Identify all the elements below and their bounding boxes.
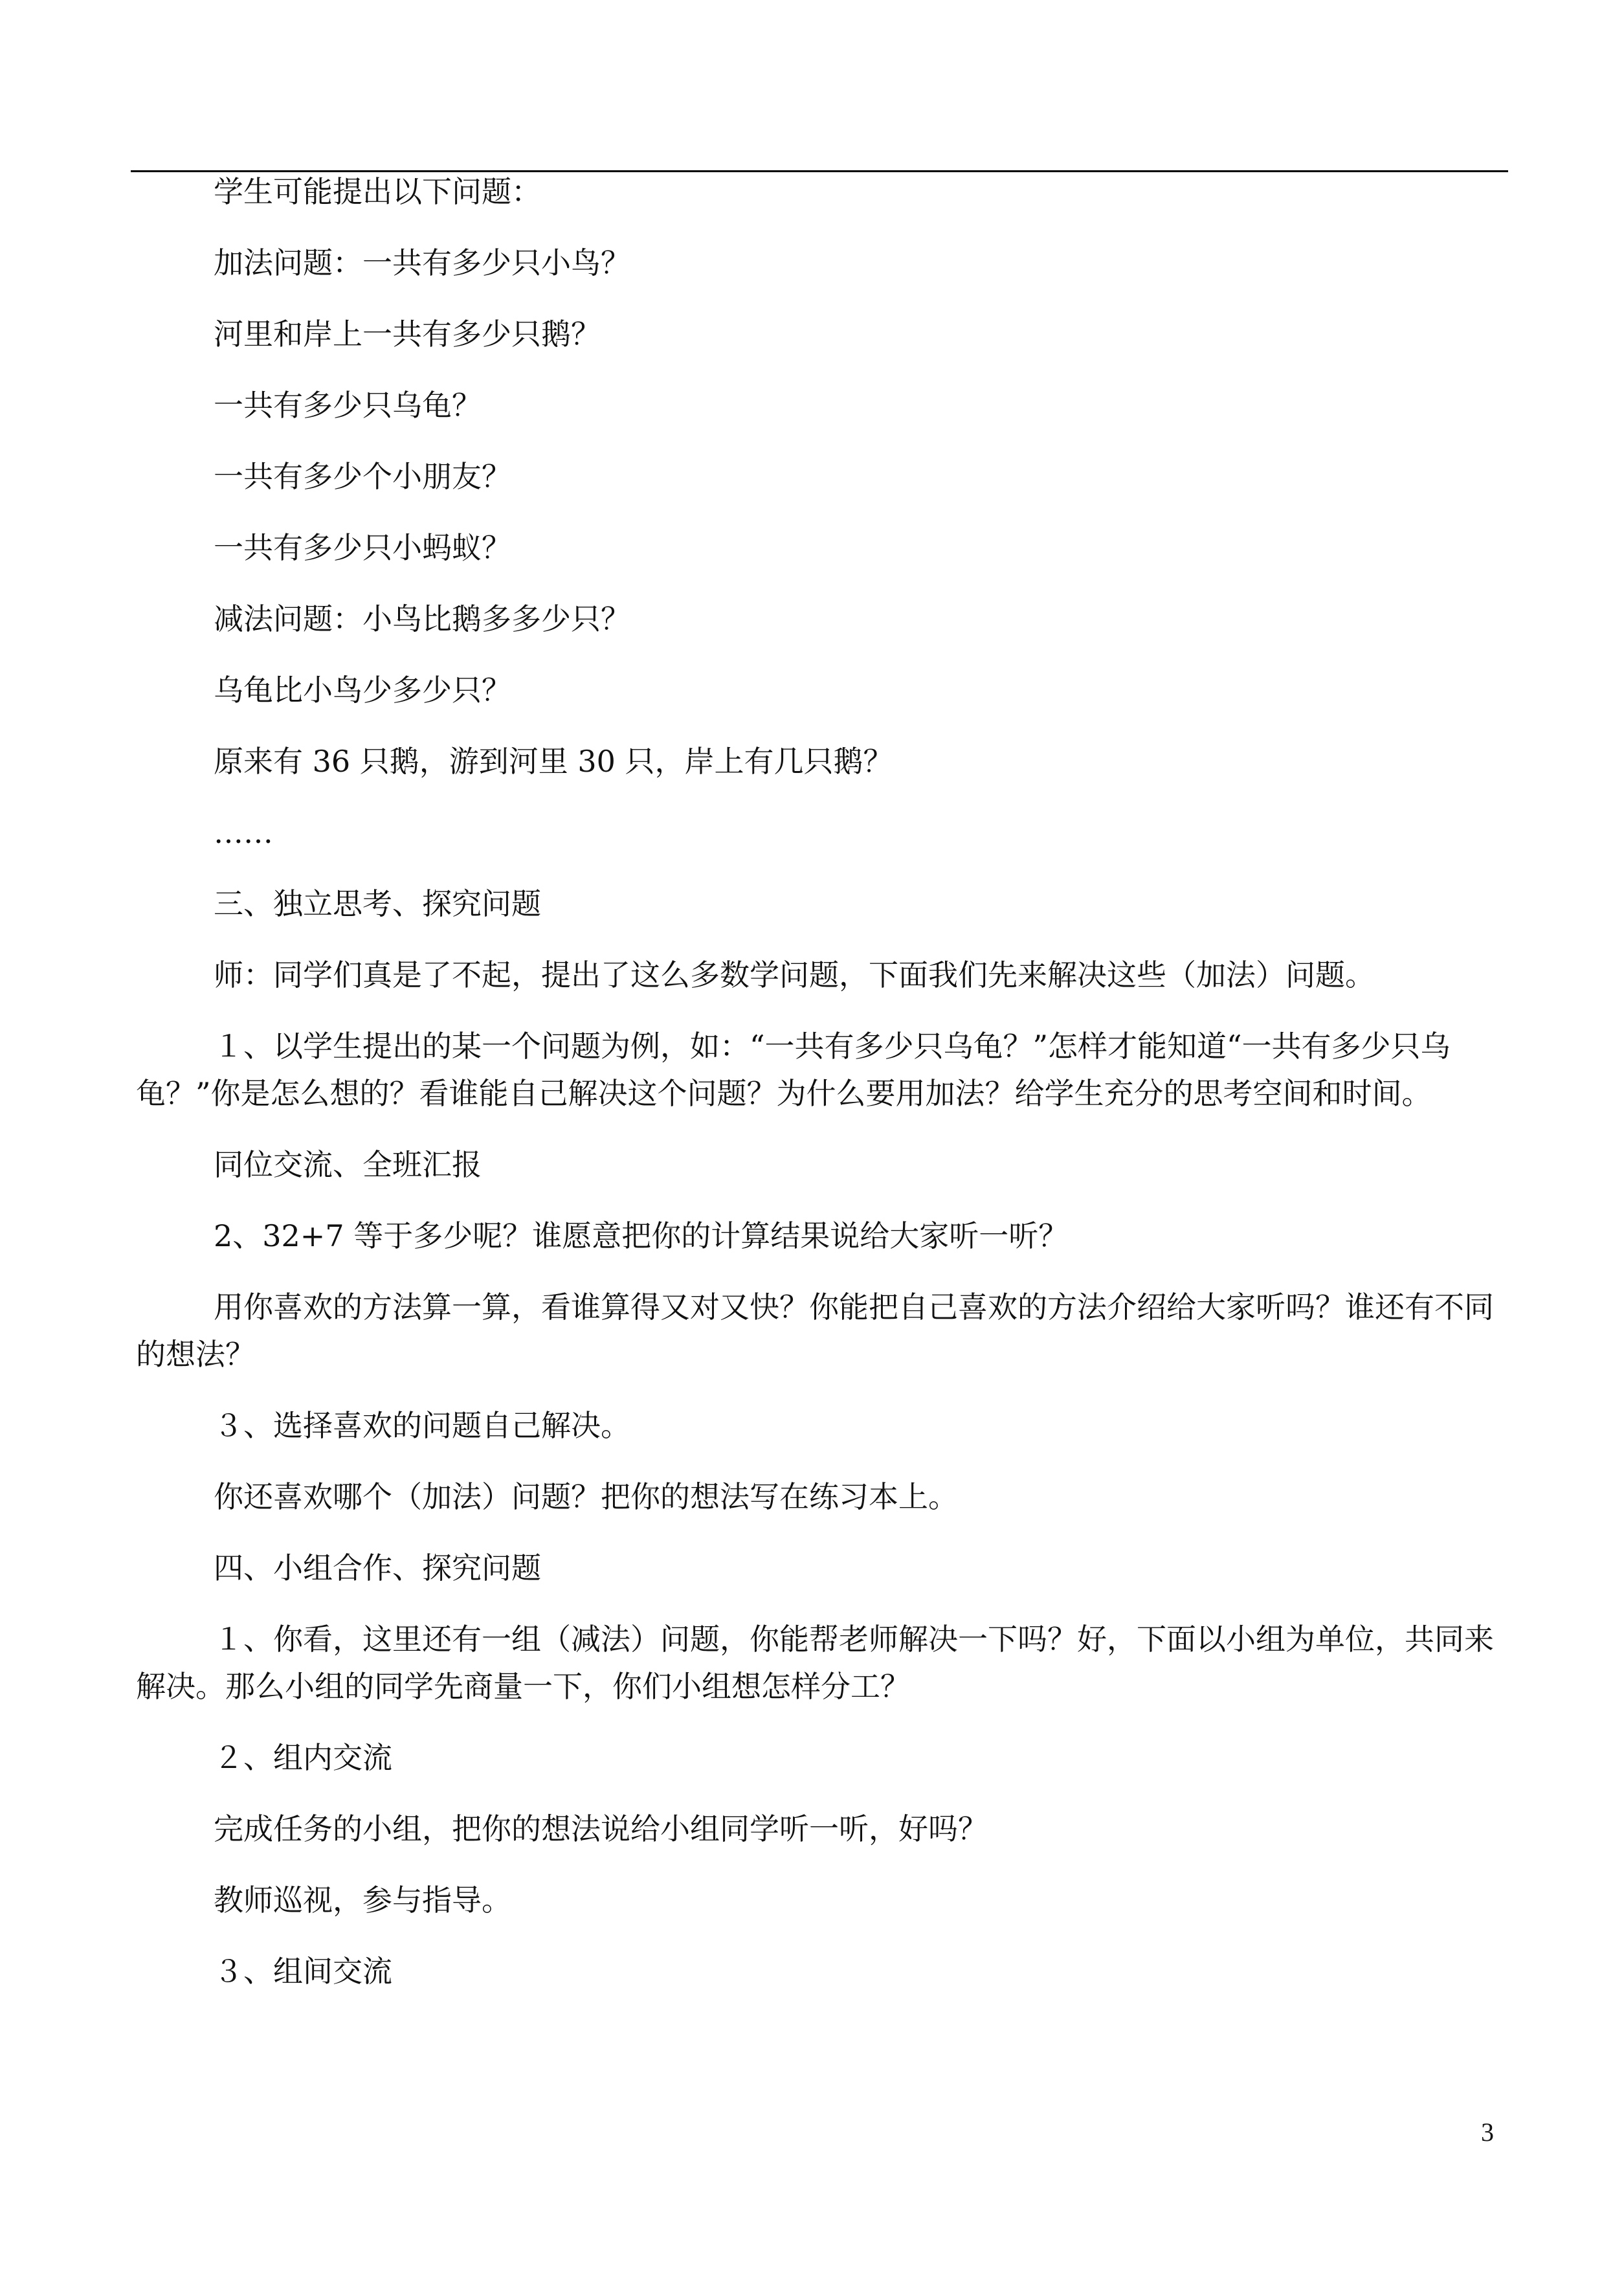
paragraph: 同位交流、全班汇报 — [214, 1147, 482, 1182]
paragraph: 原来有 36 只鹅，游到河里 30 只，岸上有几只鹅？ — [214, 744, 893, 779]
paragraph: 河里和岸上一共有多少只鹅？ — [214, 317, 601, 352]
paragraph: １、以学生提出的某一个问题为例，如：“一共有多少只乌龟？”怎样才能知道“一共有多少只乌龟？”你是怎么想的？看谁能自己解决这个问题？为什么要用加法？给学生充分的思考空间和时间。 — [136, 1029, 1451, 1111]
ellipsis: …… — [214, 815, 273, 850]
paragraph: 你还喜欢哪个（加法）问题？把你的想法写在练习本上。 — [214, 1479, 958, 1514]
page-number: 3 — [1481, 2118, 1494, 2147]
paragraph: 一共有多少个小朋友？ — [214, 459, 511, 494]
paragraph: 加法问题：一共有多少只小鸟？ — [214, 245, 630, 280]
paragraph: 师：同学们真是了不起，提出了这么多数学问题，下面我们先来解决这些（加法）问题。 — [214, 957, 1375, 992]
paragraph: 学生可能提出以下问题： — [214, 174, 541, 209]
paragraph: １、你看，这里还有一组（减法）问题，你能帮老师解决一下吗？好，下面以小组为单位，共同来解决。那么小组的同学先商量一下，你们小组想怎样分工？ — [136, 1622, 1494, 1704]
paragraph: ２、组内交流 — [214, 1740, 392, 1775]
paragraph: 减法问题：小鸟比鹅多多少只？ — [214, 601, 630, 636]
paragraph: 完成任务的小组，把你的想法说给小组同学听一听，好吗？ — [214, 1811, 988, 1846]
paragraph: ３、组间交流 — [214, 1954, 392, 1989]
paragraph: 2、32+7 等于多少呢？谁愿意把你的计算结果说给大家听一听？ — [214, 1218, 1069, 1253]
paragraph: 教师巡视，参与指导。 — [214, 1883, 511, 1918]
section-heading: 四、小组合作、探究问题 — [214, 1550, 541, 1585]
section-heading: 三、独立思考、探究问题 — [214, 886, 541, 921]
document-body — [136, 168, 1508, 1995]
paragraph: 乌龟比小鸟少多少只？ — [214, 673, 511, 708]
paragraph: 一共有多少只小蚂蚁？ — [214, 530, 511, 565]
paragraph: ３、选择喜欢的问题自己解决。 — [214, 1408, 630, 1443]
paragraph: 一共有多少只乌龟？ — [214, 388, 482, 423]
paragraph: 用你喜欢的方法算一算，看谁算得又对又快？你能把自己喜欢的方法介绍给大家听吗？谁还有不同的想法？ — [136, 1290, 1494, 1372]
